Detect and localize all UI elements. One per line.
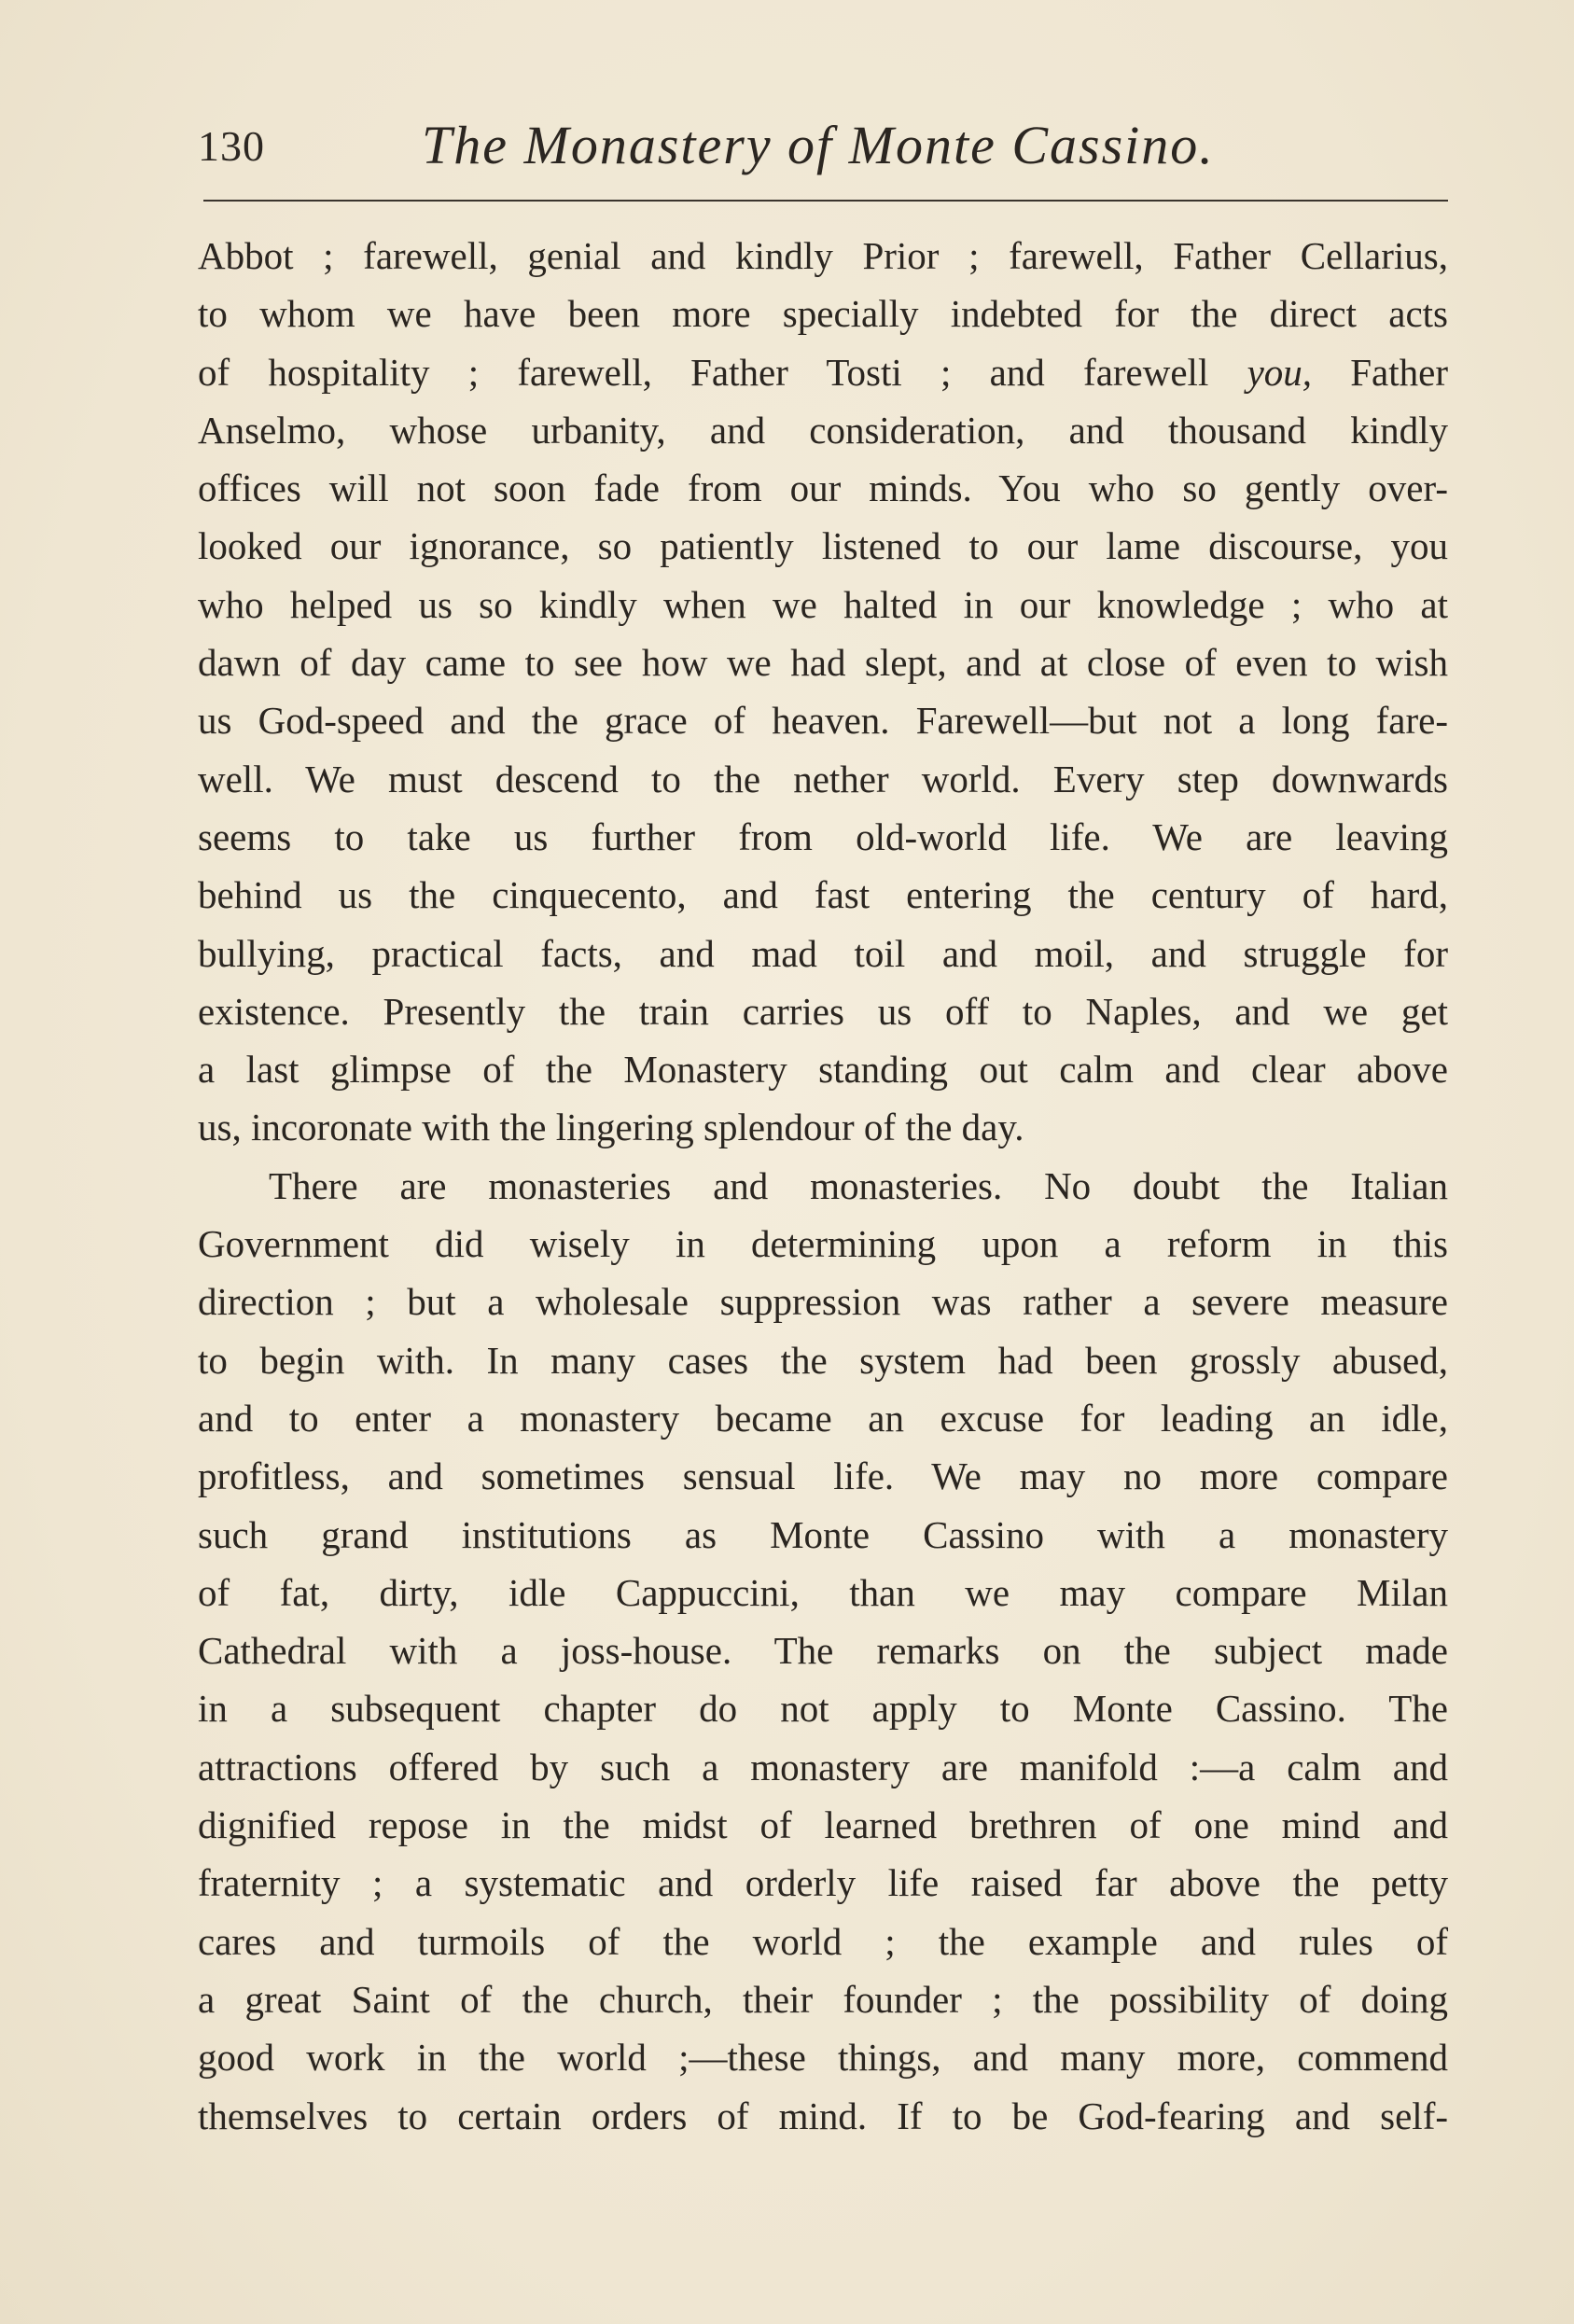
text-run: of hospitality ; farewell, Father Tosti ; and farewell — [198, 350, 1247, 394]
text-line: Abbot ; farewell, genial and kindly Prior ; farewell, Father Cellarius, — [198, 234, 1448, 277]
text-line: themselves to certain orders of mind. If to be God-fearing and self- — [198, 2094, 1448, 2137]
text-line — [198, 343, 1448, 401]
text-line: offices will not soon fade from our minds. You who so gently over- — [198, 466, 1448, 510]
text-line: to whom we have been more specially indebted for the direct acts — [198, 292, 1448, 336]
text-line: such grand institutions as Monte Cassino with a monastery — [198, 1512, 1448, 1556]
text-line: who helped us so kindly when we halted in our knowledge ; who at — [198, 582, 1448, 626]
text-line: existence. Presently the train carries us off to Naples, and we get — [198, 989, 1448, 1033]
text-line: a great Saint of the church, their founder ; the possibility of doing — [198, 1977, 1448, 2021]
text-line: in a subsequent chapter do not apply to Monte Cassino. The — [198, 1687, 1448, 1731]
text-line: us, incoronate with the lingering splendour of the day. — [198, 1106, 1024, 1149]
text-line: dawn of day came to see how we had slept, and at close of even to wish — [198, 641, 1448, 685]
text-line: profitless, and sometimes sensual life. We may no more compare — [198, 1454, 1448, 1498]
body-text — [198, 227, 1448, 2145]
text-line: There are monasteries and monasteries. No doubt the Italian — [269, 1163, 1448, 1207]
text-line: attractions offered by such a monastery are manifold :—a calm and — [198, 1745, 1448, 1788]
text-line: fraternity ; a systematic and orderly life raised far above the petty — [198, 1861, 1448, 1905]
text-line: well. We must descend to the nether world. Every step downwards — [198, 757, 1448, 800]
text-line: looked our ignorance, so patiently listened to our lame discourse, you — [198, 524, 1448, 568]
text-line: seems to take us further from old-world life. We are leaving — [198, 814, 1448, 858]
text-line: Anselmo, whose urbanity, and consideration, and thousand kindly — [198, 408, 1448, 452]
text-line: and to enter a monastery became an excuse for leading an idle, — [198, 1396, 1448, 1440]
text-line: us God-speed and the grace of heaven. Farewell—but not a long fare- — [198, 699, 1448, 743]
text-line: bullying, practical facts, and mad toil and moil, and struggle for — [198, 931, 1448, 975]
italic-word: you, — [1247, 350, 1313, 394]
text-line: cares and turmoils of the world ; the example and rules of — [198, 1919, 1448, 1963]
text-line: behind us the cinquecento, and fast entering the century of hard, — [198, 873, 1448, 917]
text-line: Cathedral with a joss-house. The remarks on the subject made — [198, 1629, 1448, 1673]
text-line: of fat, dirty, idle Cappuccini, than we may compare Milan — [198, 1570, 1448, 1614]
header-rule — [203, 200, 1448, 202]
text-line: direction ; but a wholesale suppression was rather a severe measure — [198, 1280, 1448, 1324]
text-line: a last glimpse of the Monastery standing out calm and clear above — [198, 1048, 1448, 1092]
text-run: Father — [1312, 350, 1448, 394]
text-line: Government did wisely in determining upon a reform in this — [198, 1222, 1448, 1266]
text-line: to begin with. In many cases the system had been grossly abused, — [198, 1338, 1448, 1382]
page-header — [198, 110, 1448, 185]
running-title: The Monastery of Monte Cassino. — [422, 115, 1215, 175]
page-number: 130 — [198, 122, 265, 170]
text-line: dignified repose in the midst of learned brethren of one mind and — [198, 1803, 1448, 1847]
text-line: good work in the world ;—these things, and many more, commend — [198, 2036, 1448, 2080]
